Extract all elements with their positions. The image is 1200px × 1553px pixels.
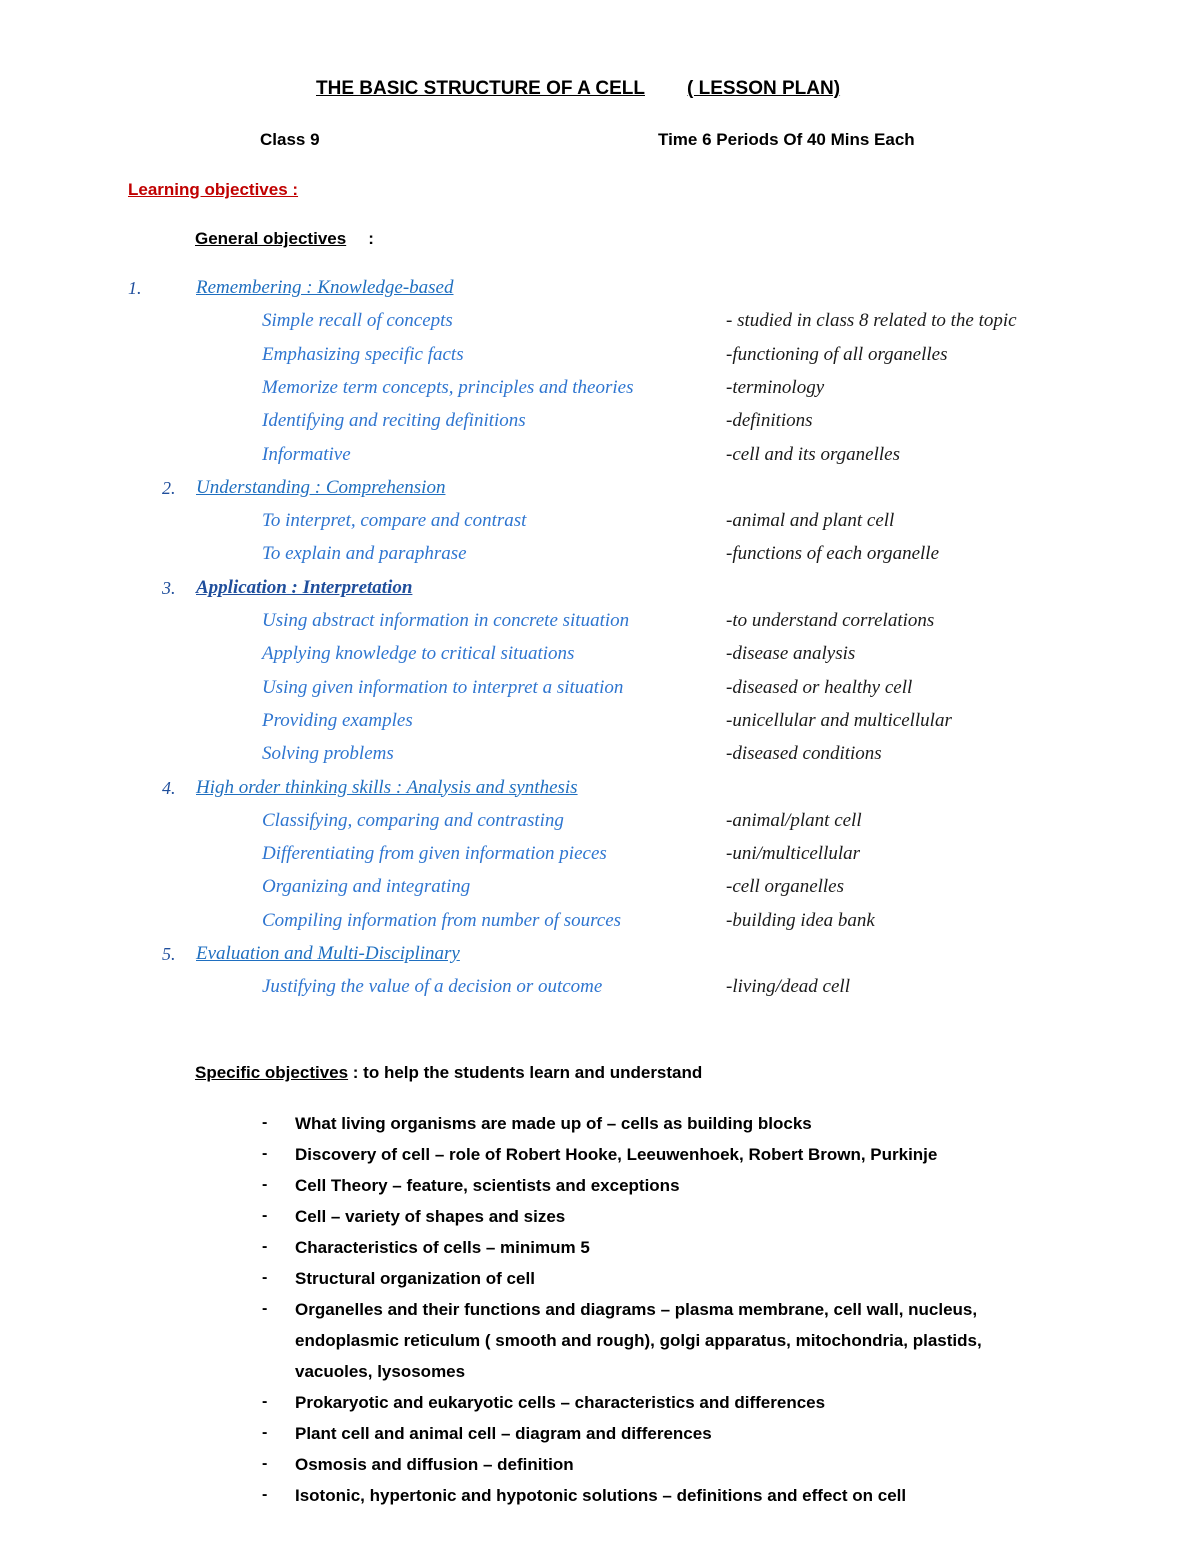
objective-item: Differentiating from given information pieces: [262, 843, 607, 865]
objective-item: To interpret, compare and contrast: [262, 510, 527, 532]
objective-note: -terminology: [726, 376, 825, 398]
objective-item: Organizing and integrating: [262, 876, 471, 898]
bullet-dash: -: [262, 1393, 268, 1410]
general-objectives-heading: [195, 229, 374, 249]
objective-number: 5.: [162, 944, 176, 964]
learning-objectives-heading: Learning objectives :: [128, 180, 299, 199]
objective-number: 3.: [162, 577, 176, 598]
objective-note: -to understand correlations: [726, 610, 935, 631]
objective-number: 1.: [128, 278, 142, 298]
objective-note: -living/dead cell: [726, 976, 850, 998]
objective-item: Compiling information from number of sources: [262, 909, 622, 931]
bullet-dash: -: [262, 1145, 268, 1162]
objective-note: -functioning of all organelles: [726, 343, 948, 365]
objective-note: - studied in class 8 related to the topic: [726, 310, 1017, 332]
time-label: Time 6 Periods Of 40 Mins Each: [658, 130, 915, 149]
objective-note: -animal and plant cell: [726, 510, 895, 532]
general-objectives-colon: :: [368, 229, 374, 248]
objective-item: Using given information to interpret a situation: [262, 676, 624, 698]
bullet-dash: -: [262, 1269, 268, 1286]
objective-item: Simple recall of concepts: [262, 310, 453, 332]
objective-item: Classifying, comparing and contrasting: [262, 809, 564, 831]
bullet-dash: -: [262, 1176, 268, 1193]
bullet-item: What living organisms are made up of – cells as building blocks: [295, 1114, 812, 1133]
bullet-item: Discovery of cell – role of Robert Hooke, Leeuwenhoek, Robert Brown, Purkinje: [295, 1145, 938, 1164]
page-title: [316, 78, 840, 100]
objective-item: Applying knowledge to critical situations: [262, 643, 575, 665]
objective-item: Justifying the value of a decision or outcome: [262, 976, 603, 998]
objective-note: -definitions: [726, 410, 813, 432]
objective-note: -building idea bank: [726, 909, 875, 931]
bullet-dash: -: [262, 1455, 268, 1472]
objective-note: -cell and its organelles: [726, 443, 900, 465]
objective-item: Identifying and reciting definitions: [262, 410, 526, 432]
specific-objectives-label: Specific objectives: [195, 1063, 349, 1082]
objective-note: -unicellular and multicellular: [726, 709, 952, 731]
objective-note: -animal/plant cell: [726, 809, 862, 831]
bullet-item: Structural organization of cell: [295, 1269, 535, 1288]
objective-number: 2.: [162, 477, 176, 498]
objective-note: -disease analysis: [726, 643, 856, 665]
objective-category: Application : Interpretation: [196, 576, 413, 598]
objective-item: Emphasizing specific facts: [262, 343, 464, 365]
objective-note: -diseased conditions: [726, 743, 882, 765]
objective-item: Providing examples: [262, 709, 413, 731]
bullet-dash: -: [262, 1486, 268, 1503]
class-label: Class 9: [260, 130, 320, 149]
bullet-dash: -: [262, 1238, 268, 1255]
bullet-dash: -: [262, 1424, 268, 1441]
objective-item: Memorize term concepts, principles and theories: [262, 376, 634, 398]
bullet-dash: -: [262, 1114, 268, 1131]
specific-objectives-heading: [195, 1063, 702, 1083]
bullet-item: Organelles and their functions and diagrams – plasma membrane, cell wall, nucleus, endoplasmic reticulum ( smooth and rough), golgi apparatus, mitochondria, plastids, vacuoles, lysosomes: [295, 1300, 982, 1381]
bullet-item: Characteristics of cells – minimum 5: [295, 1238, 590, 1257]
bullet-item: Cell – variety of shapes and sizes: [295, 1207, 566, 1226]
title-main: THE BASIC STRUCTURE OF A CELL: [316, 78, 645, 99]
objective-note: -cell organelles: [726, 876, 845, 898]
objective-item: Informative: [262, 443, 351, 465]
objective-note: -diseased or healthy cell: [726, 676, 913, 698]
objective-category: High order thinking skills : Analysis and synthesis: [196, 776, 578, 798]
objective-note: -functions of each organelle: [726, 543, 939, 565]
general-objectives-label: General objectives: [195, 229, 347, 248]
bullet-dash: -: [262, 1300, 268, 1317]
objective-item: Solving problems: [262, 743, 394, 765]
specific-objectives-rest: : to help the students learn and understand: [348, 1063, 703, 1082]
bullet-item: Prokaryotic and eukaryotic cells – characteristics and differences: [295, 1393, 826, 1412]
objective-number: 4.: [162, 777, 176, 798]
bullet-dash: -: [262, 1207, 268, 1224]
objective-category: Understanding : Comprehension: [196, 476, 446, 498]
objective-item: To explain and paraphrase: [262, 543, 467, 565]
bullet-item: Plant cell and animal cell – diagram and differences: [295, 1424, 712, 1443]
objective-item: Using abstract information in concrete situation: [262, 610, 630, 631]
title-sub: ( LESSON PLAN): [686, 78, 841, 99]
objective-note: -uni/multicellular: [726, 843, 861, 865]
objective-category: Evaluation and Multi-Disciplinary: [196, 943, 460, 964]
bullet-item: Cell Theory – feature, scientists and exceptions: [295, 1176, 680, 1195]
bullet-item: Isotonic, hypertonic and hypotonic solutions – definitions and effect on cell: [295, 1486, 907, 1505]
objective-category: Remembering : Knowledge-based: [196, 277, 454, 298]
bullet-item: Osmosis and diffusion – definition: [295, 1455, 574, 1474]
